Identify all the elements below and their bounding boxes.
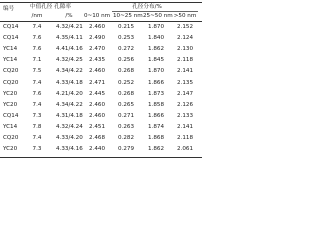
header-unit-6: >50 nm	[173, 13, 197, 19]
table-cell: 2.141	[176, 123, 193, 130]
table-cell: 4.34/4.22	[56, 101, 83, 108]
table-cell: 1.862	[147, 146, 164, 153]
header-unit-4: 10~25 nm	[113, 13, 143, 19]
table-cell: 2.440	[88, 146, 105, 153]
table-cell: 2.061	[176, 146, 193, 153]
table-cell: 4.33/4.20	[56, 135, 83, 141]
header-sub-rule	[112, 11, 198, 12]
table-cell: 0.279	[117, 146, 134, 153]
table-row-id: YC20	[3, 101, 18, 108]
table-row-id: YC20	[3, 146, 18, 153]
table-top-rule	[0, 2, 202, 3]
table-cell: 7.4	[32, 24, 42, 30]
table-cell: 4.33/4.18	[56, 79, 83, 86]
table-cell: 2.460	[88, 101, 105, 108]
table-cell: 1.874	[147, 123, 164, 130]
table-cell: 2.124	[176, 35, 193, 42]
table-cell: 0.253	[117, 35, 134, 42]
table-cell: 2.471	[88, 79, 105, 86]
table-cell: 7.6	[32, 90, 42, 97]
header-unit-5: 25~50 nm	[143, 13, 173, 19]
table-row-id: YC14	[3, 57, 18, 64]
table-cell: 0.263	[117, 123, 134, 130]
table-cell: 1.840	[147, 35, 164, 42]
table-cell: 1.862	[147, 46, 164, 53]
table-cell: 1.866	[147, 79, 164, 86]
table-bottom-rule	[0, 157, 202, 158]
table-cell: 0.268	[117, 68, 134, 75]
header-unit-2: /%	[65, 13, 73, 19]
table-row-id: CQ14	[3, 24, 19, 30]
data-table	[0, 0, 202, 160]
table-cell: 2.135	[176, 79, 193, 86]
table-cell: 4.32/4.24	[56, 123, 83, 130]
table-cell: 1.873	[147, 90, 164, 97]
header-unit-3: 0~10 nm	[84, 13, 111, 19]
table-cell: 4.32/4.21	[56, 24, 83, 30]
table-cell: 2.445	[88, 90, 105, 97]
table-cell: 7.4	[32, 79, 42, 86]
table-cell: 1.845	[147, 57, 164, 64]
table-cell: 7.4	[32, 101, 42, 108]
table-cell: 1.868	[147, 135, 164, 141]
table-cell: 1.870	[147, 68, 164, 75]
table-cell: 0.252	[117, 79, 134, 86]
table-cell: 2.118	[176, 57, 193, 64]
table-row-id: CQ14	[3, 112, 19, 119]
table-cell: 1.858	[147, 101, 164, 108]
table-row-id: YC14	[3, 123, 18, 130]
table-cell: 1.870	[147, 24, 164, 30]
table-cell: 2.460	[88, 68, 105, 75]
table-cell: 4.32/4.25	[56, 57, 83, 64]
table-row-id: YC14	[3, 46, 18, 53]
table-cell: 2.451	[88, 123, 105, 130]
table-row-id: YC20	[3, 90, 18, 97]
header-group-2: 孔径分布/%	[132, 4, 162, 10]
table-cell: 0.272	[117, 46, 134, 53]
table-cell: 7.5	[32, 68, 42, 75]
table-cell: 0.215	[117, 24, 134, 30]
table-row-id: CQ20	[3, 68, 19, 75]
table-cell: 2.130	[176, 46, 193, 53]
table-cell: 2.118	[176, 135, 193, 141]
table-cell: 2.126	[176, 101, 193, 108]
table-cell: 2.435	[88, 57, 105, 64]
table-cell: 4.33/4.16	[56, 146, 83, 153]
table-cell: 4.34/4.22	[56, 68, 83, 75]
header-id: 编号	[3, 6, 15, 12]
table-cell: 0.256	[117, 57, 134, 64]
table-cell: 7.3	[32, 112, 42, 119]
table-cell: 7.4	[32, 135, 42, 141]
table-cell: 0.271	[117, 112, 134, 119]
table-cell: 4.35/4.11	[56, 35, 83, 42]
table-cell: 1.866	[147, 112, 164, 119]
table-cell: 2.468	[88, 135, 105, 141]
header-group-1: 中值孔径 孔隙率	[30, 4, 71, 10]
table-cell: 2.490	[88, 35, 105, 42]
table-cell: 7.3	[32, 146, 42, 153]
header-bottom-rule	[0, 21, 202, 22]
table-cell: 7.8	[32, 123, 42, 130]
table-cell: 0.265	[117, 101, 134, 108]
table-cell: 0.268	[117, 90, 134, 97]
table-cell: 7.6	[32, 35, 42, 42]
table-cell: 2.152	[176, 24, 193, 30]
table-cell: 2.147	[176, 90, 193, 97]
table-cell: 4.31/4.18	[56, 112, 83, 119]
header-unit-1: /nm	[31, 13, 43, 19]
table-row-id: CQ20	[3, 135, 19, 141]
table-cell: 2.141	[176, 68, 193, 75]
table-cell: 4.41/4.16	[56, 46, 83, 53]
table-cell: 2.460	[88, 112, 105, 119]
table-row-id: CQ14	[3, 35, 19, 42]
table-cell: 0.282	[117, 135, 134, 141]
table-cell: 7.6	[32, 46, 42, 53]
table-cell: 4.21/4.20	[56, 90, 83, 97]
table-cell: 2.460	[88, 24, 105, 30]
table-cell: 2.470	[88, 46, 105, 53]
table-cell: 2.133	[176, 112, 193, 119]
table-row-id: CQ20	[3, 79, 19, 86]
table-cell: 7.1	[32, 57, 42, 64]
